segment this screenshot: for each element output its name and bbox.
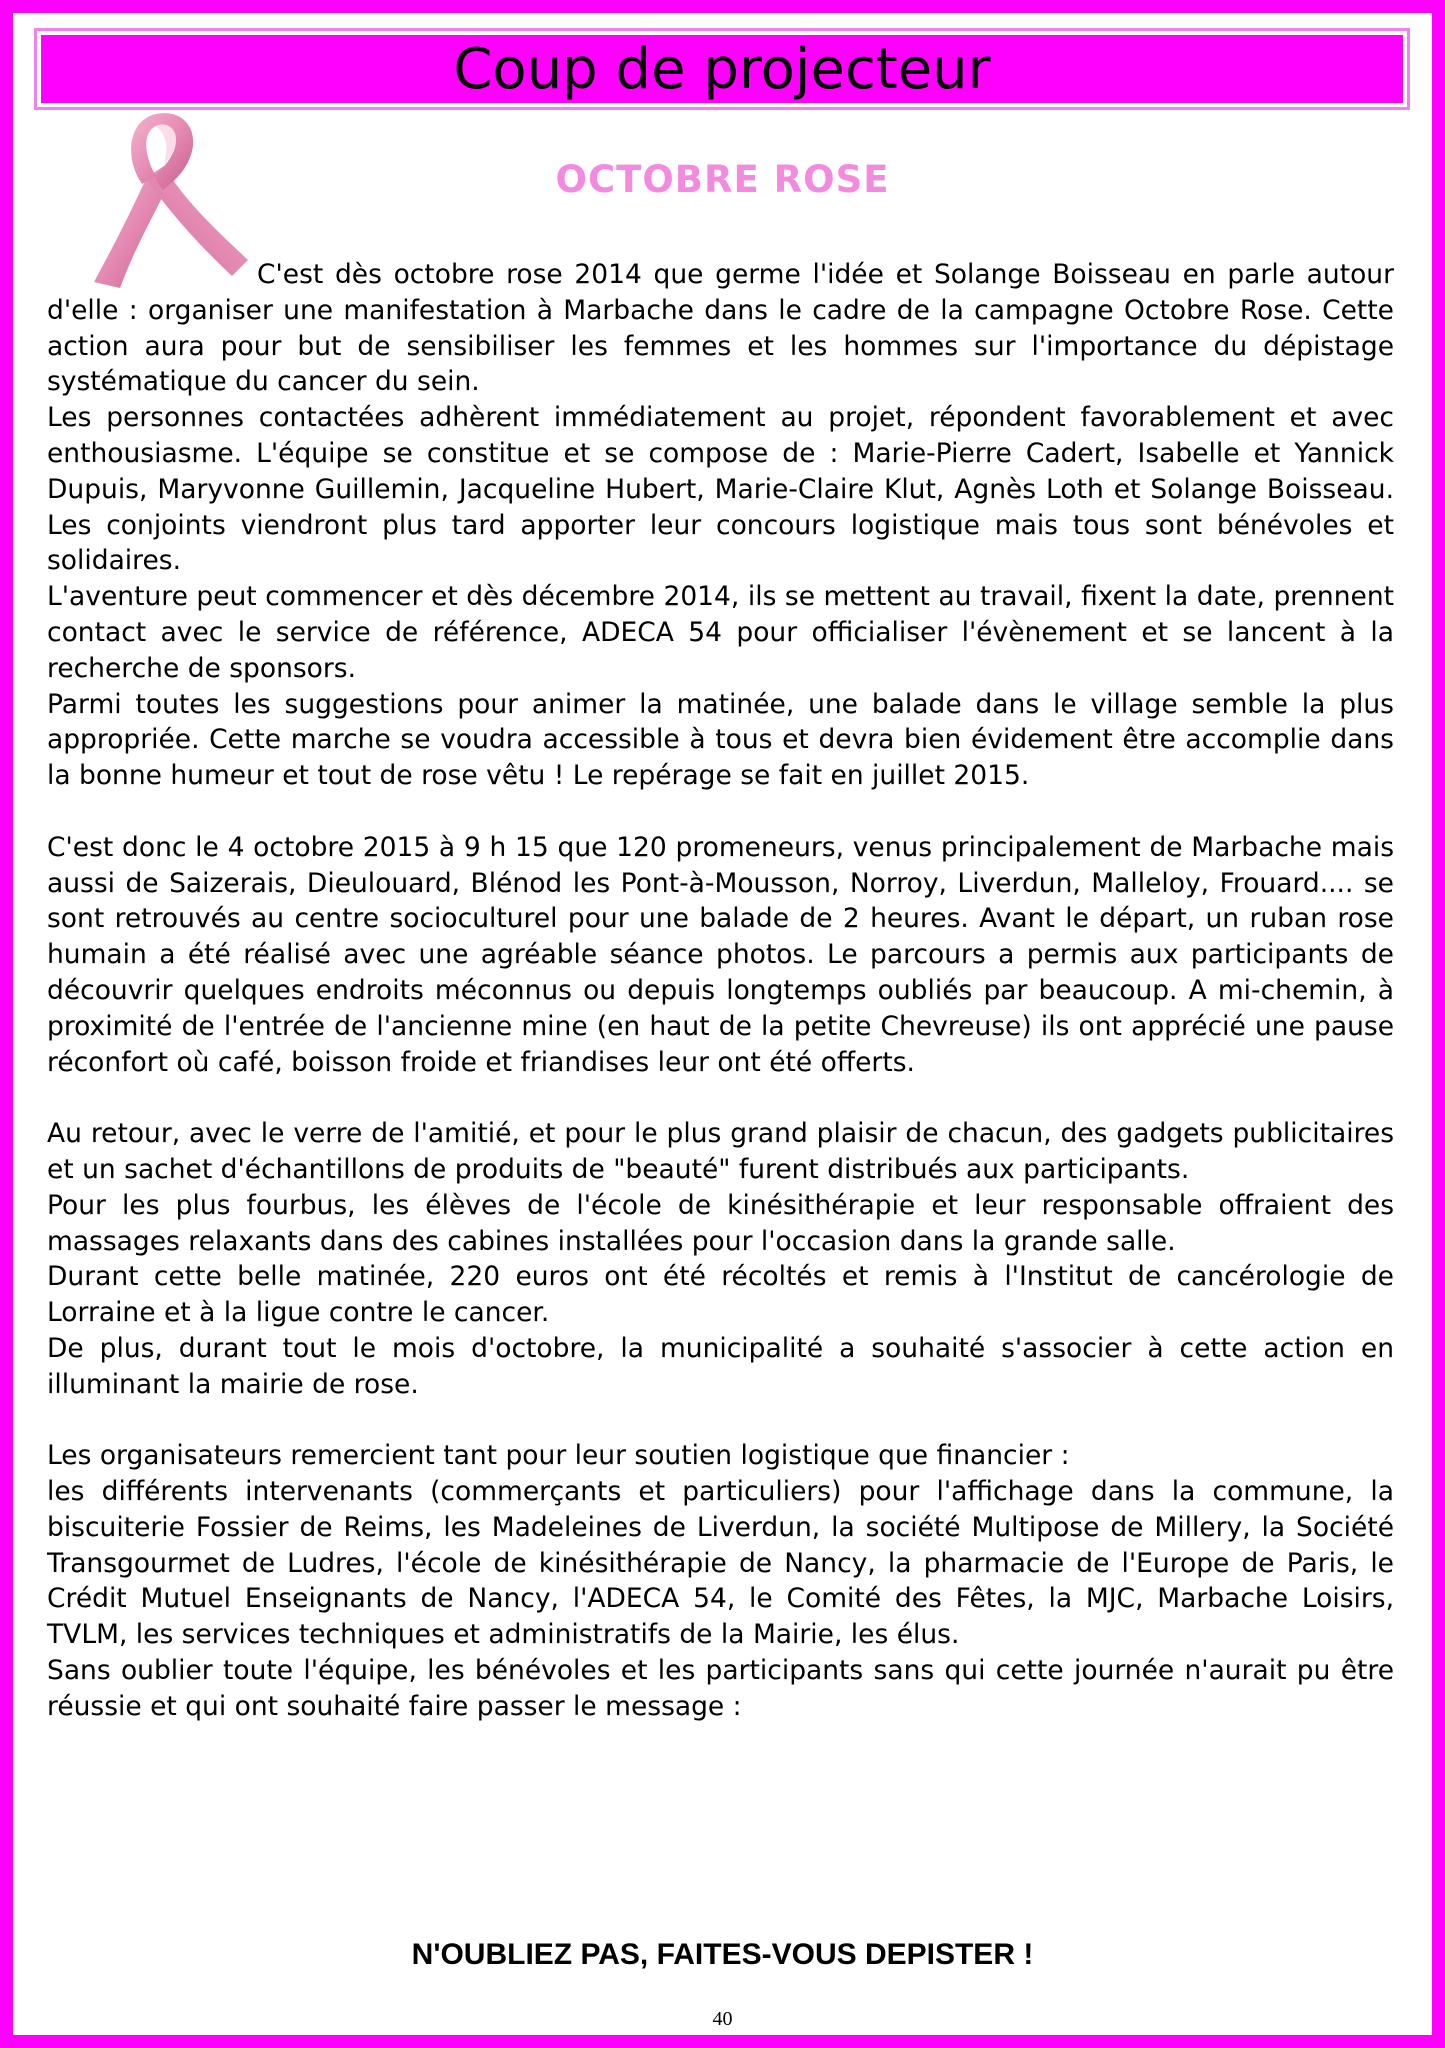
paragraph: Parmi toutes les suggestions pour animer la matinée, une balade dans le village semble la plus appropriée. Cette marche se voudra accessible à tous et devra bien évidement être accomplie dans la bonne humeur et tout de rose vêtu ! Le repérage se fait en juillet 2015. [47, 688, 1394, 792]
section-title: Coup de projecteur [453, 37, 991, 102]
paragraph-spacer [47, 1403, 1394, 1439]
header-banner [34, 28, 1410, 110]
header-banner-fill [41, 35, 1403, 103]
paragraph: Les personnes contactées adhèrent immédiatement au projet, répondent favorablement et avec enthousiasme. L'équipe se constitue et se compose de : Marie-Pierre Cadert, Isabelle et Yannick Dupuis, Maryvonne Guillemin, Jacqueline Hubert, Marie-Claire Klut, Agnès Loth et Solange Boisseau. Les conjoints viendront plus tard apporter leur concours logistique mais tous sont bénévoles et solidaires. [47, 402, 1394, 577]
paragraph-spacer [47, 1080, 1394, 1116]
paragraph: Pour les plus fourbus, les élèves de l'école de kinésithérapie et leur responsable offraient des massages relaxants dans des cabines installées pour l'occasion dans la grande salle. [47, 1189, 1394, 1257]
paragraph: L'aventure peut commencer et dès décembre 2014, ils se mettent au travail, fixent la date, prennent contact avec le service de référence, ADECA 54 pour officialiser l'évènement et se lancent à la recherche de sponsors. [47, 581, 1394, 684]
paragraph-spacer [47, 794, 1394, 830]
paragraph: Au retour, avec le verre de l'amitié, et pour le plus grand plaisir de chacun, des gadgets publicitaires et un sachet d'échantillons de produits de "beauté" furent distribués aux participants. [47, 1118, 1394, 1185]
paragraph: les différents intervenants (commerçants et particuliers) pour l'affichage dans la commune, la biscuiterie Fossier de Reims, les Madeleines de Liverdun, la société Multipose de Millery, la Société Transgourmet de Ludres, l'école de kinésithérapie de Nancy, la pharmacie de l'Europe de Paris, le Crédit Mutuel Enseignants de Nancy, l'ADECA 54, le Comité des Fêtes, la MJC, Marbache Loisirs, TVLM, les services techniques et administratifs de la Mairie, les élus. [47, 1476, 1394, 1651]
closing-slogan: N'OUBLIEZ PAS, FAITES-VOUS DEPISTER ! [411, 1938, 1034, 1971]
paragraph: C'est dès octobre rose 2014 que germe l'idée et Solange Boisseau en parle autour d'elle : organiser une manifestation à Marbache dans le cadre de la campagne Octobre Rose. Cette action aura pour but de sensibiliser les femmes et les hommes sur l'importance du dépistage systématique du cancer du sein. [47, 259, 1394, 398]
article-title: OCTOBRE ROSE [555, 158, 890, 201]
paragraph: Durant cette belle matinée, 220 euros ont été récoltés et remis à l'Institut de cancérologie de Lorraine et à la ligue contre le cancer. [47, 1261, 1394, 1329]
article-body [47, 257, 1394, 1725]
paragraph: Les organisateurs remercient tant pour leur soutien logistique que financier : [47, 1440, 1070, 1472]
paragraph: De plus, durant tout le mois d'octobre, la municipalité a souhaité s'associer à cette action en illuminant la mairie de rose. [47, 1332, 1394, 1400]
paragraph: Sans oublier toute l'équipe, les bénévoles et les participants sans qui cette journée n'aurait pu être réussie et qui ont souhaité faire passer le message : [47, 1655, 1394, 1722]
page-number: 40 [712, 2008, 733, 2030]
paragraph: C'est donc le 4 octobre 2015 à 9 h 15 que 120 promeneurs, venus principalement de Marbache mais aussi de Saizerais, Dieulouard, Blénod les Pont-à-Mousson, Norroy, Liverdun, Malleloy, Frouard.... se sont retrouvés au centre socioculturel pour une balade de 2 heures. Avant le départ, un ruban rose humain a été réalisé avec une agréable séance photos. Le parcours a permis aux participants de découvrir quelques endroits méconnus ou depuis longtemps oubliés par beaucoup. A mi-chemin, à proximité de l'entrée de l'ancienne mine (en haut de la petite Chevreuse) ils ont apprécié une pause réconfort où café, boisson froide et friandises leur ont été offerts. [47, 831, 1394, 1078]
